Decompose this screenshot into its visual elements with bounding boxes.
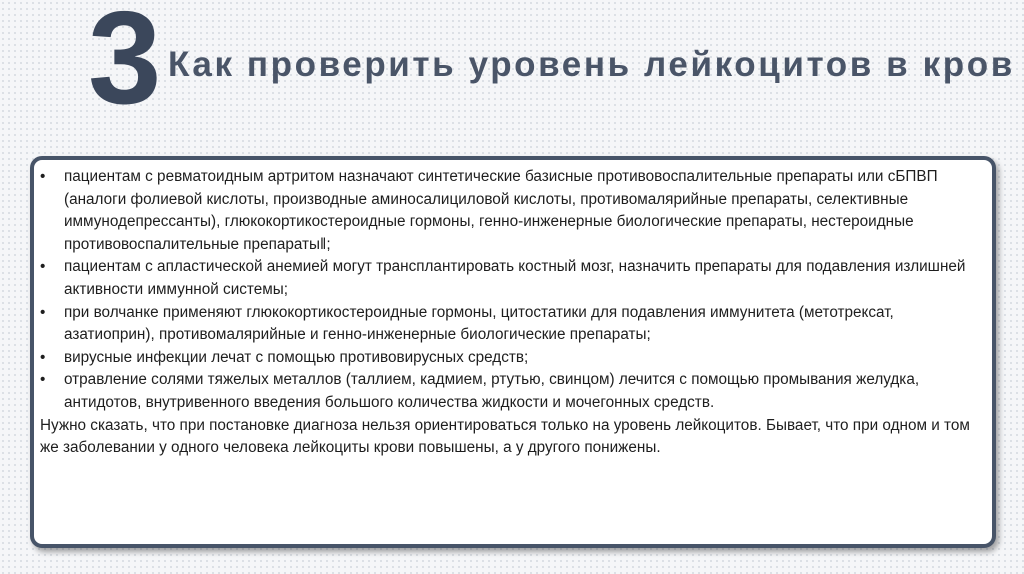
list-item <box>40 369 984 414</box>
list-item <box>40 347 984 370</box>
slide-title: Как проверить уровень лейкоцитов в кров <box>168 45 1015 84</box>
bullet-text-rheumatoid-arthritis: пациентам с ревматоидным артритом назначают синтетические базисные противовоспалительные препараты или сБПВП (аналоги фолиевой кислоты, производные аминосалициловой кислоты, противомалярийные препараты, селективные иммунодепрессанты), глюкокортикостероидные гормоны, генно-инженерные биологические препараты, нестероидные противовоспалительные препаратыǁ; <box>64 168 938 253</box>
closing-paragraph: Нужно сказать, что при постановке диагноза нельзя ориентироваться только на уровень лейкоцитов. Бывает, что при одном и том же заболевании у одного человека лейкоциты крови повышены, а у другого понижены. <box>40 416 970 457</box>
bullet-text-lupus: при волчанке применяют глюкокортикостероидные гормоны, цитостатики для подавления иммунитета (метотрексат, азатиоприн), противомалярийные и генно-инженерные биологические препараты; <box>64 303 894 344</box>
bullet-text-heavy-metal-poisoning: отравление солями тяжелых металлов (таллием, кадмием, ртутью, свинцом) лечится с помощью промывания желудка, антидотов, внутривенного введения большого количества жидкости и мочегонных средств. <box>64 371 920 411</box>
bullet-text-viral-infections: вирусные инфекции лечат с помощью противовирусных средств; <box>64 348 529 366</box>
slide-number: 3 <box>88 0 160 131</box>
bullet-marker: • <box>40 168 46 185</box>
bullet-marker: • <box>40 348 46 366</box>
bullet-text-aplastic-anemia: пациентам с апластической анемией могут трансплантировать костный мозг, назначить препараты для подавления излишней активности иммунной системы; <box>64 258 966 298</box>
list-item <box>40 166 984 256</box>
content-box <box>30 156 996 548</box>
bullet-marker: • <box>40 371 46 389</box>
bullet-list <box>40 166 984 415</box>
bullet-marker: • <box>40 258 46 276</box>
bullet-marker: • <box>40 303 46 321</box>
list-item <box>40 302 984 347</box>
list-item <box>40 256 984 301</box>
content-text <box>40 166 984 460</box>
